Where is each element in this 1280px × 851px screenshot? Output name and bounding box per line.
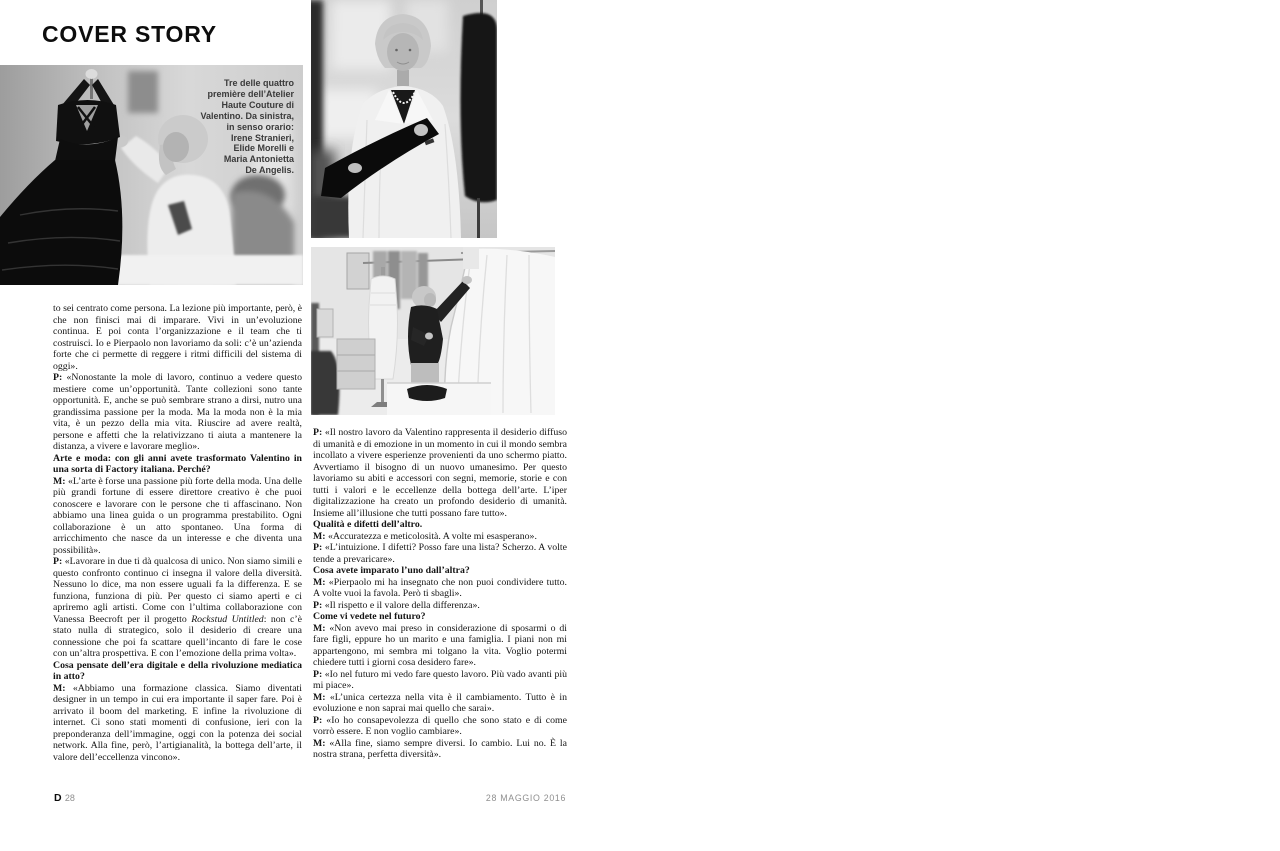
photo-caption-line: in senso orario: (226, 121, 294, 132)
article-column-right (313, 427, 567, 761)
interview-question: Cosa avete imparato l’uno dall’altra? (313, 565, 470, 576)
photo-caption-line: De Angelis. (245, 165, 294, 176)
photo-caption-line: Maria Antonietta (223, 154, 294, 165)
interview-paragraph: P: «Io ho consapevolezza di quello che sono stato e di come vorrò essere. E non voglio cambiare». (313, 714, 567, 737)
worktable (387, 383, 491, 415)
interview-paragraph: M: «L’unica certezza nella vita è il cambiamento. Tutto è in evoluzione e non saprai mai quello che sarai». (313, 691, 567, 714)
drawer-unit (337, 339, 375, 389)
background-garment (128, 71, 158, 113)
magazine-logo-letter: D (54, 792, 62, 804)
interview-paragraph: P: «Il rispetto e il valore della differenza». (313, 599, 480, 611)
interview-paragraph: P: «Lavorare in due ti dà qualcosa di unico. Non siamo simili e questo confronto continuo ci insegna il valore della diversità. Nessuno lo dice, ma non essere uguali fa la differenza. E se funziona, funziona di più. Per questo ci siamo aperti e ci apriremo agli artisti. Come con l’ultima collaborazione con Vanessa Beecroft per il progetto Rockstud Untitled: non c’è stato nulla di strategico, solo il desiderio di creare una connessione che poi fa scattare quell’incanto di fare le cose con un’altra prospettiva. E con l’emozione della prima volta». (53, 556, 302, 659)
photo-caption-line: première dell’Atelier (207, 88, 294, 99)
section-title: COVER STORY (42, 21, 217, 47)
interview-question: Arte e moda: con gli anni avete trasformato Valentino in una sorta di Factory italiana. Perché? (53, 452, 302, 475)
interview-paragraph: P: «Io nel futuro mi vedo fare questo lavoro. Più vado avanti più mi piace». (313, 668, 567, 691)
interview-paragraph: M: «L’arte è forse una passione più forte della moda. Una delle più grandi fortune di essere direttore creativo è che puoi conoscere e lavorare con le persone che ti affascinano. Non abbiamo una linea guida o un programma prestabilito. Ogni collaborazione è un atto spontaneo. Una forma di arricchimento che nasce da un interesse e che diventa una possibilità». (53, 475, 302, 556)
interview-paragraph: to sei centrato come persona. La lezione più importante, però, è che non finisci mai di imparare. Vivi in un’evoluzione continua. E poi conta l’organizzazione e il team che ti costruisci. Io e Pierpaolo non lavoriamo da soli: c’è un’azienda forte che ci permette di reggere i ritmi difficili del sistema di oggi». (53, 303, 302, 372)
photo-caption-line: Haute Couture di (221, 99, 294, 110)
photo-caption-line: Elide Morelli e (233, 143, 294, 154)
wall-mirror (347, 253, 369, 289)
photo-premiere-portrait (311, 0, 497, 238)
interview-question: Qualità e difetti dell’altro. (313, 519, 423, 530)
interview-paragraph: M: «Alla fine, siamo sempre diversi. Io cambio. Lui no. È la nostra strana, perfetta diversità». (313, 737, 567, 760)
photo-caption (170, 78, 294, 176)
page-number: 28 (64, 793, 75, 803)
interview-paragraph: P: «L’intuizione. I difetti? Posso fare una lista? Scherzo. A volte tende a prevaricare». (313, 542, 567, 565)
interview-paragraph: M: «Accuratezza e meticolosità. A volte mi esasperano». (313, 530, 537, 542)
photo-caption-line: Valentino. Da sinistra, (200, 110, 294, 121)
issue-date: 28 MAGGIO 2016 (485, 793, 567, 803)
interview-paragraph: M: «Abbiamo una formazione classica. Siamo diventati designer in un tempo in cui era importante il saper fare. Poi è arrivato il boom del marketing. E infine la rivoluzione di internet. Ci sono stati momenti di confusione, ieri con la preponderanza dell’immagine, oggi con la potenza dei social network. Alla fine, però, l’artigianalità, la bottega dell’arte, il valore dell’eccellenza vincono». (53, 682, 302, 763)
photo-caption-line: Tre delle quattro (223, 78, 294, 88)
article-column-left (53, 303, 302, 763)
photo-caption-line: Irene Stranieri, (230, 132, 294, 143)
photo-illustration (311, 0, 497, 238)
photo-atelier-black-dress (0, 65, 303, 285)
photo-illustration (311, 247, 555, 415)
photo-atelier-gowns (311, 247, 555, 415)
interview-question: Come vi vedete nel futuro? (313, 611, 426, 622)
interview-paragraph: M: «Non avevo mai preso in considerazione di sposarmi o di fare figli, eppure ho un marito e una famiglia. I piani non mi appartengono, mi sembra mi tolgano la vita. Voglio potermi chiedere tutti i giorni cosa desidero fare». (313, 622, 567, 668)
folio-left (54, 792, 75, 804)
interview-question: Cosa pensate dell’era digitale e della rivoluzione mediatica in atto? (53, 659, 302, 682)
interview-paragraph: M: «Pierpaolo mi ha insegnato che non puoi condividere tutto. A volte vuoi la favola. Però ti sbagli». (313, 576, 567, 599)
dark-chair (311, 351, 339, 415)
interview-paragraph: P: «Nonostante la mole di lavoro, continuo a vedere questo mestiere come un’opportunità. Tante collezioni sono tante opportunità. E, anche se può sembrare strano a dirsi, nutro una grandissima passione per la moda. Ma la moda non è la mia vita, è un pezzo della mia vita. Riuscire ad avere realtà, persone e affetti che la relativizzano ti aiuta a mantenere la distanza, a vivere e lavorare meglio». (53, 372, 303, 452)
interview-paragraph: P: «Il nostro lavoro da Valentino rappresenta il desiderio diffuso di umanità e di emozione in un momento in cui il mondo sembra incollato a vivere esperienze provenienti da uno schermo piatto. Avvertiamo il bisogno di un nuovo umanesimo. Per questo lavoriamo su abiti e accessori con segni, memorie, storie e con tutti i valori e le eccellenze della bottega dell’arte. L’iper digitalizzazione ha creato un profondo desiderio di umanità. Insieme all’illusione che tutti possano fare tutto». (313, 427, 567, 519)
